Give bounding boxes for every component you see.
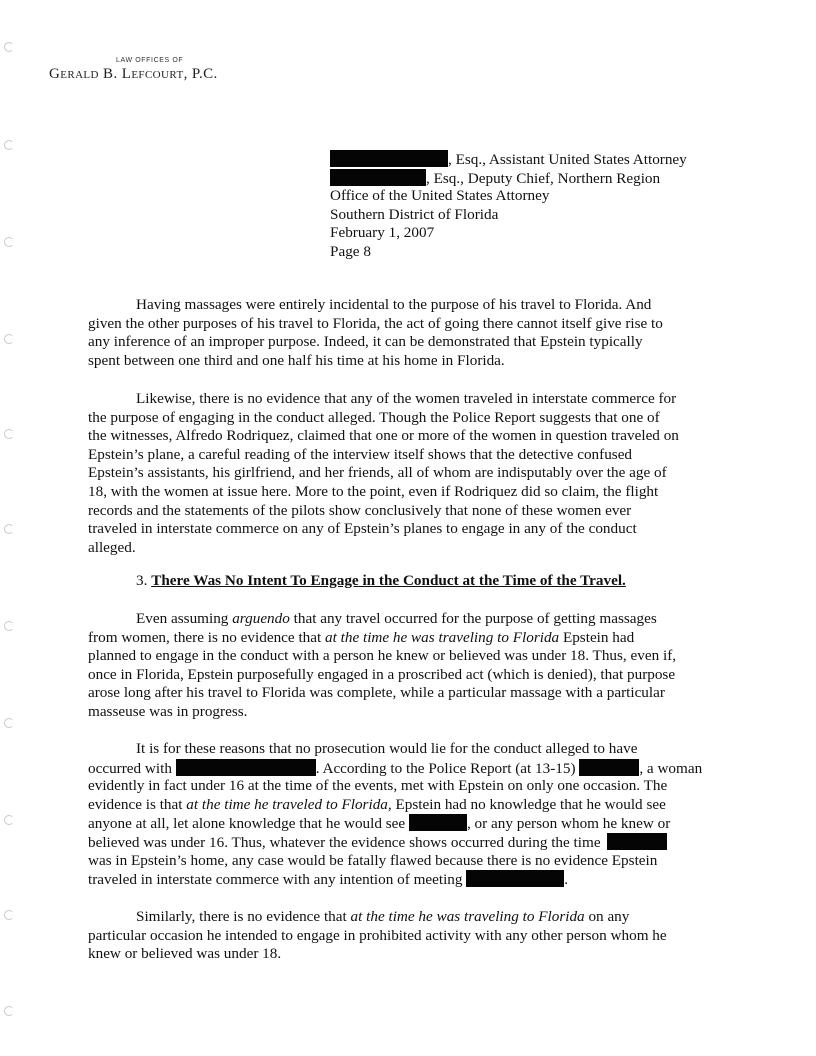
redaction-box: [409, 814, 467, 831]
binder-hole: [4, 42, 14, 52]
redaction-box: [176, 759, 316, 776]
letterhead-label: LAW OFFICES OF: [116, 57, 184, 64]
paragraph-4: It is for these reasons that no prosecution would lie for the conduct alleged to have occurred with . According to the Police Report (at 13-15) , a woman evidently in fact under 16 at the time of the events, met with Epstein on only one occasion. The evidence is that at the time he traveled to Florida, Epstein had no knowledge that he would see anyone at all, let alone knowledge that he would see , or any person whom he knew or believed was under 16. Thus, whatever the evidence shows occurred during the time was in Epstein’s home, any case would be fatally flawed because there is no evidence Epstein traveled in interstate commerce with any intention of meeting .: [88, 740, 703, 889]
binder-hole: [4, 524, 14, 534]
firm-name: Gerald B. Lefcourt, P.C.: [49, 66, 218, 82]
redaction-box: [330, 169, 426, 186]
binder-hole: [4, 815, 14, 825]
binder-hole: [4, 910, 14, 920]
binder-hole: [4, 1006, 14, 1016]
addressee-district: Southern District of Florida: [330, 205, 499, 223]
addressee-office: Office of the United States Attorney: [330, 187, 550, 205]
redaction-box: [466, 870, 564, 887]
letter-date: February 1, 2007: [330, 224, 435, 242]
redaction-box: [579, 759, 639, 776]
binder-hole: [4, 237, 14, 247]
paragraph-3: Even assuming arguendo that any travel occurred for the purpose of getting massages from women, there is no evidence that at the time he was traveling to Florida Epstein had planned to engage in the conduct with a person he knew or believed was under 18. Thus, even if, once in Florida, Epstein purposefully engaged in a proscribed act (which is denied), that purpose arose long after his travel to Florida was complete, while a particular massage with a particular masseuse was in progress.: [88, 610, 677, 720]
paragraph-1: Having massages were entirely incidental to the purpose of his travel to Florida. And given the other purposes of his travel to Florida, the act of going there cannot itself give rise to any inference of an improper purpose. Indeed, it can be demonstrated that Epstein typically spent between one third and one half his time at his home in Florida.: [88, 296, 663, 369]
redaction-box: [607, 833, 667, 850]
binder-hole: [4, 718, 14, 728]
binder-hole: [4, 334, 14, 344]
binder-hole: [4, 621, 14, 631]
redaction-box: [330, 150, 448, 167]
addressee-block: [330, 150, 790, 262]
paragraph-2: Likewise, there is no evidence that any of the women traveled in interstate commerce for the purpose of engaging in the conduct alleged. Though the Police Report suggests that one of the witnesses, Alfredo Rodriquez, claimed that one or more of the women in question traveled on Epstein’s plane, a careful reading of the interview itself shows that the detective confused Epstein’s assistants, his girlfriend, and her friends, all of whom are indisputably over the age of 18, with the women at issue here. More to the point, even if Rodriquez did so claim, the flight records and the statements of the pilots show conclusively that none of these women ever traveled in interstate commerce on any of Epstein’s planes to engage in any of the conduct alleged.: [88, 390, 679, 556]
page-number: Page 8: [330, 242, 371, 260]
binder-hole: [4, 429, 14, 439]
binder-hole: [4, 140, 14, 150]
paragraph-5: Similarly, there is no evidence that at the time he was traveling to Florida on any particular occasion he intended to engage in prohibited activity with any other person whom he knew or believed was under 18.: [88, 908, 667, 963]
section-heading: 3. There Was No Intent To Engage in the Conduct at the Time of the Travel.: [136, 572, 626, 589]
addressee-line-2: , Esq., Deputy Chief, Northern Region: [330, 169, 790, 188]
addressee-line-1: , Esq., Assistant United States Attorney: [330, 150, 790, 169]
